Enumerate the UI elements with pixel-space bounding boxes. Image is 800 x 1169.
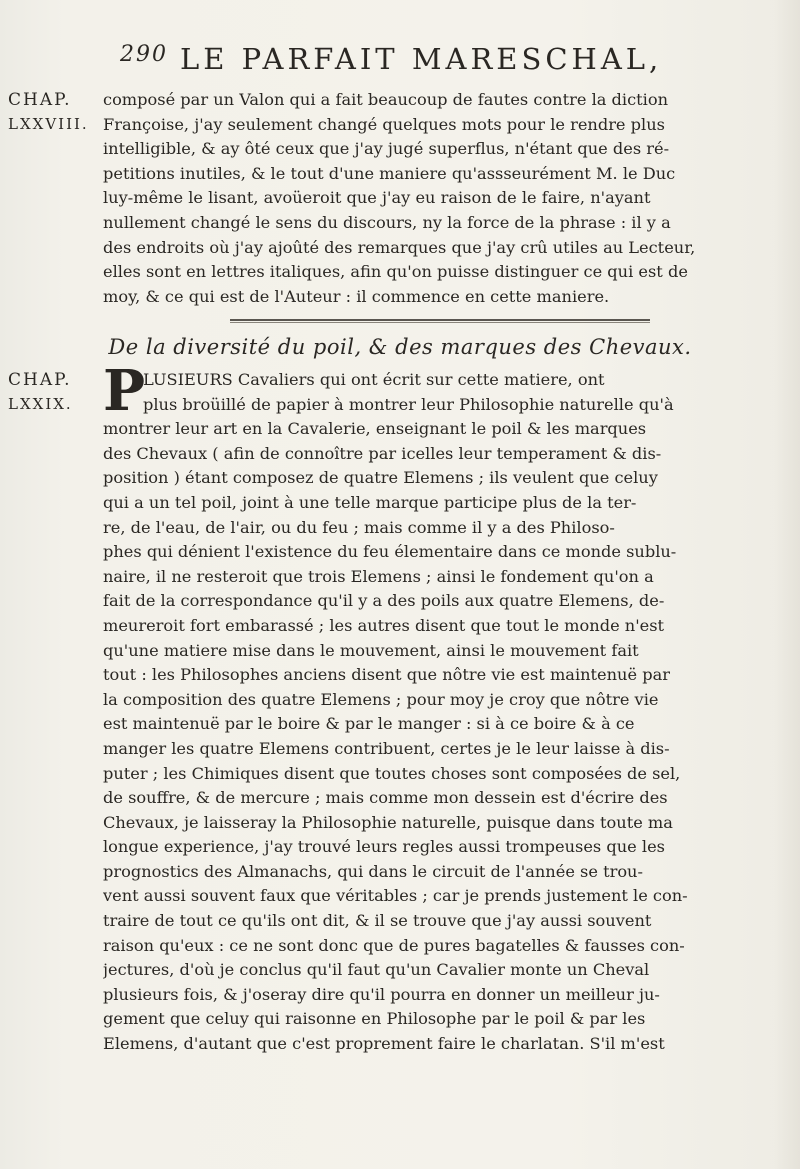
margin-chap-number: LXXIX. xyxy=(8,395,73,413)
margin-note-chapter-79 xyxy=(8,368,73,416)
text-line: traire de tout ce qu'ils ont dit, & il se trouve que j'ay aussi souvent xyxy=(103,911,652,931)
text-line: moy, & ce qui est de l'Auteur : il commence en cette maniere. xyxy=(103,286,610,306)
text-line: prognostics des Almanachs, qui dans le circuit de l'année se trou- xyxy=(103,861,643,881)
text-line: manger les quatre Elemens contribuent, certes je le leur laisse à dis- xyxy=(103,738,670,758)
text-line: puter ; les Chimiques disent que toutes choses sont composées de sel, xyxy=(103,763,681,783)
text-line: Chevaux, je laisseray la Philosophie naturelle, puisque dans toute ma xyxy=(103,812,673,832)
margin-note-chapter-78 xyxy=(8,88,89,136)
text-line: des endroits où j'ay ajoûté des remarques que j'ay crû utiles au Lecteur, xyxy=(103,237,696,257)
margin-chap-label: CHAP. xyxy=(8,370,72,390)
margin-chap-number: LXXVIII. xyxy=(8,115,89,133)
text-line: petitions inutiles, & le tout d'une maniere qu'assseurément M. le Duc xyxy=(103,163,676,183)
text-line: luy-même le lisant, avoüeroit que j'ay eu raison de le faire, n'ayant xyxy=(103,188,651,208)
text-line: vent aussi souvent faux que véritables ; car je prends justement le con- xyxy=(103,886,688,906)
text-line: position ) étant composez de quatre Elemens ; ils veulent que celuy xyxy=(103,468,658,488)
page-edge-shadow xyxy=(774,0,800,1169)
paragraph-intro xyxy=(103,88,777,309)
text-line: raison qu'eux : ce ne sont donc que de pures bagatelles & fausses con- xyxy=(103,935,685,955)
text-line: composé par un Valon qui a fait beaucoup de fautes contre la diction xyxy=(103,90,669,109)
text-line: longue experience, j'ay trouvé leurs regles aussi trompeuses que les xyxy=(103,837,665,857)
text-line: meureroit fort embarassé ; les autres disent que tout le monde n'est xyxy=(103,615,665,635)
section-subtitle: De la diversité du poil, & des marques des Chevaux. xyxy=(108,335,692,359)
text-line: intelligible, & ay ôté ceux que j'ay jugé superflus, n'étant que des ré- xyxy=(103,139,670,159)
text-line: phes qui dénient l'existence du feu élementaire dans ce monde sublu- xyxy=(103,542,677,562)
text-line: plusieurs fois, & j'oseray dire qu'il pourra en donner un meilleur ju- xyxy=(103,984,660,1004)
text-line: fait de la correspondance qu'il y a des poils aux quatre Elemens, de- xyxy=(103,591,665,611)
paragraph-main xyxy=(103,358,777,1057)
running-header xyxy=(80,42,760,82)
text-line: jectures, d'où je conclus qu'il faut qu'un Cavalier monte un Cheval xyxy=(103,960,650,980)
running-title: LE PARFAIT MARESCHAL, xyxy=(180,42,663,76)
text-line: qu'une matiere mise dans le mouvement, ainsi le mouvement fait xyxy=(103,640,639,660)
text-line: gement que celuy qui raisonne en Philosophe par le poil & par les xyxy=(103,1009,646,1029)
text-line: elles sont en lettres italiques, afin qu'on puisse distinguer ce qui est de xyxy=(103,262,688,282)
text-line: Françoise, j'ay seulement changé quelques mots pour le rendre plus xyxy=(103,114,665,134)
text-line: LUSIEURS Cavaliers qui ont écrit sur cette matiere, ont xyxy=(143,370,605,389)
text-line: qui a un tel poil, joint à une telle marque participe plus de la ter- xyxy=(103,492,637,512)
text-line: montrer leur art en la Cavalerie, enseignant le poil & les marques xyxy=(103,419,647,439)
text-line: nullement changé le sens du discours, ny la force de la phrase : il y a xyxy=(103,212,671,232)
text-line: naire, il ne resteroit que trois Elemens ; ainsi le fondement qu'on a xyxy=(103,566,654,586)
text-line: est maintenuë par le boire & par le manger : si à ce boire & à ce xyxy=(103,714,635,734)
section-divider xyxy=(230,319,650,321)
text-line: de souffre, & de mercure ; mais comme mon dessein est d'écrire des xyxy=(103,788,668,808)
section-divider-thin xyxy=(230,322,650,323)
text-line: la composition des quatre Elemens ; pour moy je croy que nôtre vie xyxy=(103,689,659,709)
text-line: tout : les Philosophes anciens disent que nôtre vie est maintenuë par xyxy=(103,665,670,685)
text-line: plus broüillé de papier à montrer leur Philosophie naturelle qu'à xyxy=(143,394,674,414)
page-number: 290 xyxy=(120,42,168,67)
margin-chap-label: CHAP. xyxy=(8,90,72,110)
text-line: des Chevaux ( afin de connoître par icelles leur temperament & dis- xyxy=(103,443,662,463)
text-line: Elemens, d'autant que c'est proprement faire le charlatan. S'il m'est xyxy=(103,1034,665,1054)
text-line: re, de l'eau, de l'air, ou du feu ; mais comme il y a des Philoso- xyxy=(103,517,615,537)
drop-cap: P xyxy=(103,358,146,424)
